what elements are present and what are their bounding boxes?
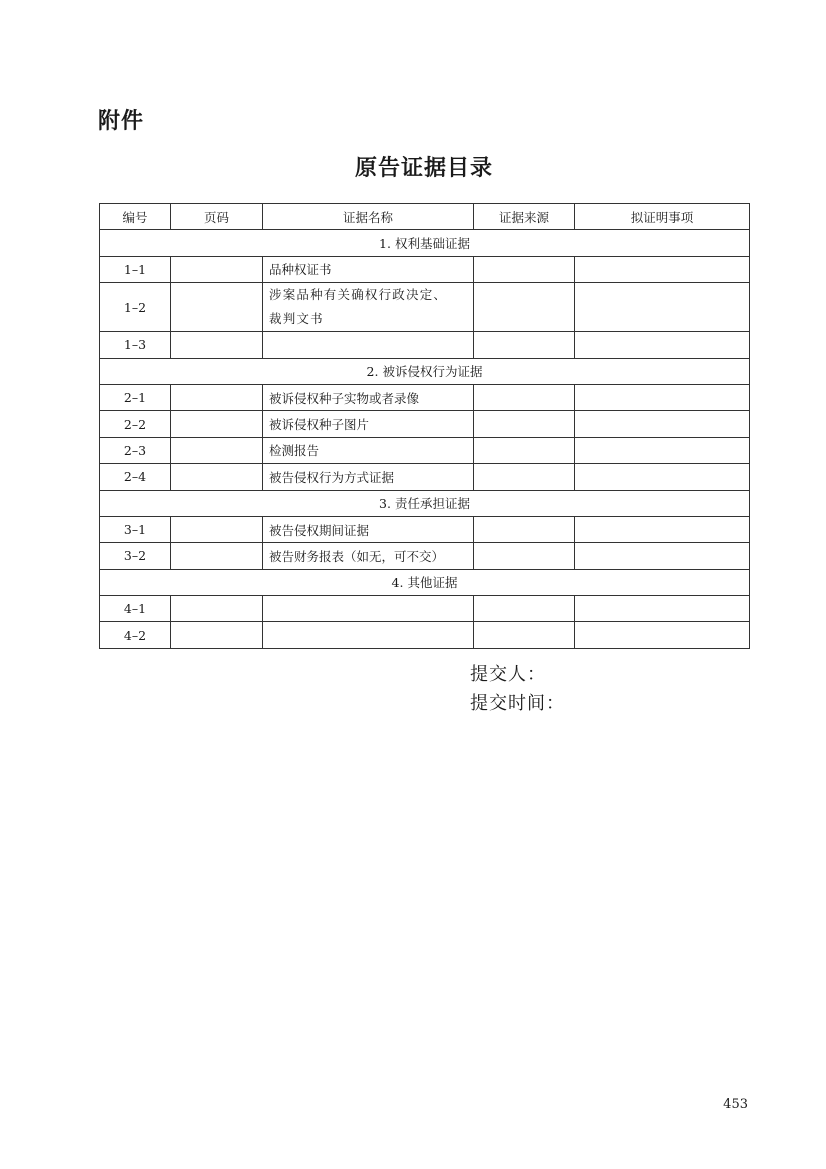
row-page — [171, 384, 263, 410]
row-page — [171, 543, 263, 569]
row-evidence-name-line1: 涉案品种有关确权行政决定、 — [269, 287, 448, 303]
row-evidence-source — [474, 411, 575, 437]
attachment-label: 附件 — [98, 109, 145, 134]
row-page — [171, 256, 263, 282]
row-number: 4–1 — [100, 596, 171, 622]
column-header-purpose: 拟证明事项 — [575, 204, 750, 230]
row-evidence-source — [474, 332, 575, 358]
row-purpose — [575, 543, 750, 569]
row-evidence-source — [474, 543, 575, 569]
column-header-page: 页码 — [171, 204, 263, 230]
row-number: 1–3 — [100, 332, 171, 358]
row-evidence-source — [474, 437, 575, 463]
row-evidence-name-line2: 裁判文书 — [269, 311, 324, 327]
row-evidence-source — [474, 464, 575, 490]
row-evidence-name — [263, 622, 474, 648]
row-evidence-name: 品种权证书 — [263, 256, 474, 282]
row-number: 1–2 — [100, 283, 171, 332]
row-evidence-name — [263, 332, 474, 358]
table-row — [100, 384, 750, 410]
row-page — [171, 464, 263, 490]
row-purpose — [575, 622, 750, 648]
row-number: 2–3 — [100, 437, 171, 463]
row-evidence-source — [474, 516, 575, 542]
row-number: 2–4 — [100, 464, 171, 490]
row-evidence-name: 被告侵权行为方式证据 — [263, 464, 474, 490]
row-purpose — [575, 596, 750, 622]
row-number: 3–1 — [100, 516, 171, 542]
row-purpose — [575, 332, 750, 358]
table-row — [100, 516, 750, 542]
row-evidence-name — [263, 596, 474, 622]
row-purpose — [575, 437, 750, 463]
column-header-evidence-source: 证据来源 — [474, 204, 575, 230]
row-evidence-source — [474, 622, 575, 648]
submit-time-label: 提交时间： — [470, 693, 565, 714]
row-evidence-name: 被诉侵权种子图片 — [263, 411, 474, 437]
section-title: 2. 被诉侵权行为证据 — [100, 358, 750, 384]
table-row — [100, 256, 750, 282]
row-number: 4–2 — [100, 622, 171, 648]
row-number: 2–1 — [100, 384, 171, 410]
section-row — [100, 358, 750, 384]
column-header-number: 编号 — [100, 204, 171, 230]
submitter-label: 提交人： — [470, 664, 546, 685]
table-row — [100, 283, 750, 332]
row-evidence-name: 被告侵权期间证据 — [263, 516, 474, 542]
row-evidence-name — [263, 543, 474, 569]
row-page — [171, 596, 263, 622]
row-evidence-name: 被诉侵权种子实物或者录像 — [263, 384, 474, 410]
row-evidence-name-note: （如无，可不交） — [344, 548, 445, 564]
table-row — [100, 543, 750, 569]
row-number: 1–1 — [100, 256, 171, 282]
row-evidence-source — [474, 596, 575, 622]
section-row — [100, 490, 750, 516]
row-page — [171, 411, 263, 437]
section-row — [100, 230, 750, 256]
table-row — [100, 411, 750, 437]
row-page — [171, 283, 263, 332]
table-row — [100, 332, 750, 358]
table-row — [100, 464, 750, 490]
row-evidence-name — [263, 283, 474, 332]
document-title: 原告证据目录 — [354, 156, 493, 181]
row-evidence-source — [474, 384, 575, 410]
evidence-table — [99, 203, 750, 649]
table-row — [100, 622, 750, 648]
section-title: 4. 其他证据 — [100, 569, 750, 595]
row-purpose — [575, 411, 750, 437]
row-purpose — [575, 384, 750, 410]
section-title: 3. 责任承担证据 — [100, 490, 750, 516]
table-header-row — [100, 204, 750, 230]
row-purpose — [575, 256, 750, 282]
row-page — [171, 332, 263, 358]
row-page — [171, 516, 263, 542]
row-purpose — [575, 516, 750, 542]
section-row — [100, 569, 750, 595]
table-row — [100, 437, 750, 463]
row-page — [171, 437, 263, 463]
page-number: 453 — [723, 1097, 748, 1112]
row-number: 3–2 — [100, 543, 171, 569]
row-number: 2–2 — [100, 411, 171, 437]
column-header-evidence-name: 证据名称 — [263, 204, 474, 230]
row-evidence-source — [474, 283, 575, 332]
row-page — [171, 622, 263, 648]
row-purpose — [575, 464, 750, 490]
row-evidence-name-text: 被告财务报表 — [269, 548, 345, 564]
section-title: 1. 权利基础证据 — [100, 230, 750, 256]
row-purpose — [575, 283, 750, 332]
row-evidence-source — [474, 256, 575, 282]
table-row — [100, 596, 750, 622]
row-evidence-name: 检测报告 — [263, 437, 474, 463]
